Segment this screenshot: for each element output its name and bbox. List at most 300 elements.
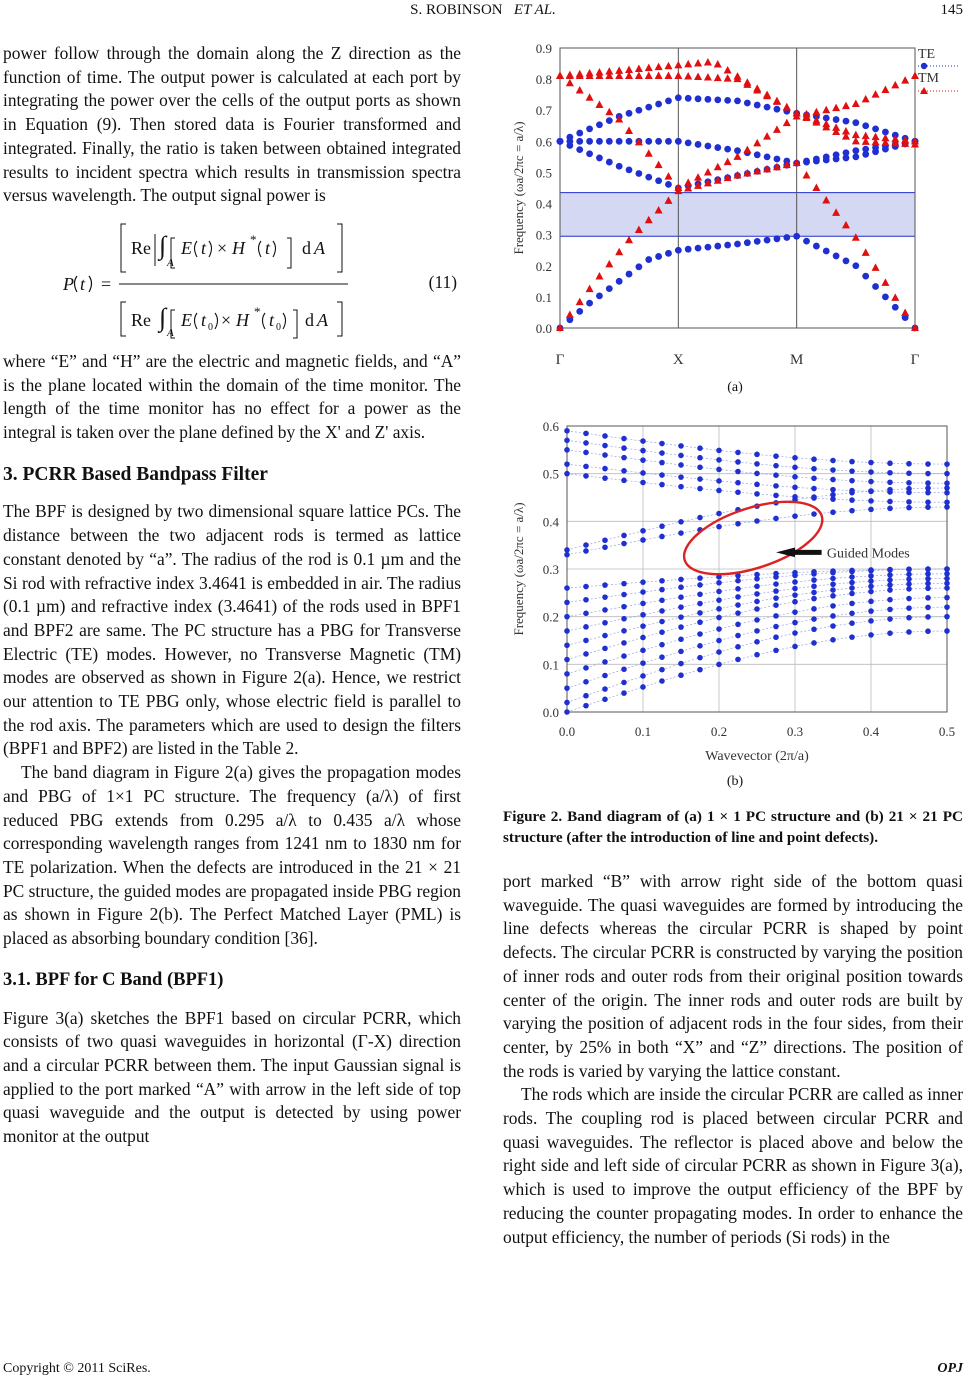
band-point — [716, 478, 722, 484]
band-point — [887, 506, 893, 512]
band-point — [564, 657, 570, 663]
band-point — [906, 505, 912, 511]
te-point — [586, 138, 593, 145]
svg-text:∫: ∫ — [159, 230, 167, 260]
band-point — [564, 552, 570, 558]
band-point — [944, 566, 950, 572]
band-point — [678, 649, 684, 655]
annotation-label: Guided Modes — [826, 546, 910, 562]
band-point — [735, 633, 741, 639]
band-point — [944, 485, 950, 491]
band-point — [678, 604, 684, 610]
svg-text:×: × — [217, 237, 228, 258]
paragraph: port marked “B” with arrow right side of the bottom quasi waveguide. The quasi waveguides are formed by introducing the line defects whereas the circular PCRR is shaped by point defects. The circular PCRR is constructed by varying the position of inner rods and outer rods from their original position towards center of the origin. The inner rods and outer rods are built by varying the position of adjacent rods in the four sides, from their center, by 25% in both “X” and “Z” directions. The position of the rods is varied by varying the lattice constant. — [503, 871, 963, 1081]
band-point — [944, 604, 950, 610]
te-point — [783, 234, 790, 241]
band-point — [659, 523, 665, 529]
band-point — [602, 607, 608, 613]
band-point — [849, 611, 855, 617]
band-point — [792, 586, 798, 592]
te-point — [606, 159, 613, 166]
band-point — [925, 461, 931, 467]
te-point — [566, 134, 573, 141]
y-tick-label: 0.9 — [535, 41, 552, 56]
band-point — [754, 639, 760, 645]
te-point — [813, 158, 820, 165]
band-point — [583, 450, 589, 456]
band-lower-bands — [564, 585, 950, 662]
tm-point — [734, 152, 742, 160]
te-point — [685, 95, 692, 102]
band-point — [621, 533, 627, 539]
band-point — [678, 577, 684, 583]
band-point — [868, 469, 874, 475]
band-point — [811, 583, 817, 589]
tm-point — [724, 66, 732, 74]
te-point — [665, 181, 672, 188]
tm-point — [645, 64, 653, 72]
te-point — [843, 155, 850, 162]
band-point — [678, 624, 684, 630]
paragraph: The rods which are inside the circular PCRR are called as inner rods. The coupling rod is placed between circular PCRR and quasi waveguides. The reflector is placed above and below the right side and left side of circular PCRR as shown in Figure 3(a), which is used to improve the output efficiency of the BPF by reducing the counter propagating modes. In order to enhance the output efficiency, the number of periods (Si rods) in the — [503, 1084, 963, 1247]
svg-text:t: t — [201, 237, 207, 258]
band-point — [640, 470, 646, 476]
band-point — [583, 638, 589, 644]
tm-point — [645, 72, 653, 80]
band-point — [659, 629, 665, 635]
band-point — [906, 576, 912, 582]
band-point — [621, 690, 627, 696]
band-point — [716, 589, 722, 595]
band-point — [697, 476, 703, 482]
te-point — [685, 246, 692, 253]
band-point — [754, 461, 760, 467]
tm-point — [566, 79, 574, 87]
y-tick-label: 0.0 — [542, 705, 559, 720]
band-point — [716, 606, 722, 612]
te-point — [833, 156, 840, 163]
band-point — [887, 630, 893, 636]
x-tick-label: M — [789, 352, 804, 368]
x-tick-label: 0.0 — [558, 724, 576, 739]
band-point — [678, 484, 684, 490]
te-point — [754, 151, 761, 158]
te-point — [892, 304, 899, 311]
band-point — [773, 453, 779, 459]
svg-text:A: A — [317, 309, 328, 330]
band-point — [583, 473, 589, 479]
band-point — [659, 472, 665, 478]
band-point — [640, 537, 646, 543]
tm-point — [901, 76, 909, 84]
band-point — [678, 614, 684, 620]
te-point — [734, 97, 741, 104]
band-point — [925, 571, 931, 577]
band-point — [944, 480, 950, 486]
band-point — [564, 547, 570, 553]
tm-point — [783, 119, 791, 127]
tm-point — [812, 108, 820, 116]
te-point — [586, 300, 593, 307]
band-point — [887, 479, 893, 485]
band-point — [602, 686, 608, 692]
plot-frame — [560, 48, 915, 328]
equation-graphic — [3, 216, 461, 342]
paragraph: The band diagram in Figure 2(a) gives the propagation modes and PBG of 1×1 PC structure. The frequency (a/λ) of first reduced PBG extends from 0.295 a/λ to 0.435 a/λ whose corresponding wavelength ranges from 1241 nm to 1830 nm for TE polarization. When the defects are introduced in the 21 × 21 PC structure, the guided modes are propagated inside PBG region as shown in Figure 2(b). The Perfect Matched Layer (PML) is placed as absorbing boundary condition [36]. — [3, 762, 461, 949]
tm-point — [763, 132, 771, 140]
band-point — [849, 601, 855, 607]
band-point — [887, 499, 893, 505]
tm-point — [586, 93, 594, 101]
tm-point — [625, 236, 633, 244]
svg-text:=: = — [101, 273, 112, 294]
te-point — [576, 130, 583, 137]
band-point — [659, 534, 665, 540]
te-point — [843, 257, 850, 264]
svg-text:×: × — [221, 309, 232, 330]
band-point — [564, 709, 570, 715]
band-point — [583, 440, 589, 446]
band-point — [640, 612, 646, 618]
band-point — [621, 640, 627, 646]
te-point — [852, 262, 859, 269]
band-point — [716, 448, 722, 454]
band-point — [849, 508, 855, 514]
band-point — [602, 544, 608, 550]
band-point — [583, 611, 589, 617]
te-point — [823, 157, 830, 164]
te-point — [852, 147, 859, 154]
te-point — [774, 106, 781, 113]
band-point — [754, 491, 760, 497]
band-point — [583, 679, 589, 685]
band-point — [792, 592, 798, 598]
y-tick-label: 0.4 — [535, 196, 552, 212]
band-point — [621, 541, 627, 547]
band-point — [849, 591, 855, 597]
band-point — [678, 474, 684, 480]
te-point — [764, 153, 771, 160]
svg-text:*: * — [250, 231, 257, 247]
page-header — [0, 0, 966, 24]
band-point — [735, 657, 741, 663]
band-point — [925, 480, 931, 486]
band-point — [716, 649, 722, 655]
band-point — [773, 581, 779, 587]
svg-text:0: 0 — [208, 321, 213, 333]
band-point — [621, 455, 627, 461]
band-point — [792, 579, 798, 585]
tm-point — [595, 101, 603, 109]
tm-point — [714, 60, 722, 68]
band-point — [602, 673, 608, 679]
band-point — [773, 472, 779, 478]
tm-point — [773, 97, 781, 105]
tm-point — [891, 81, 899, 89]
tm-point — [566, 72, 574, 80]
band-point — [887, 607, 893, 613]
paragraph: where “E” and “H” are the electric and magnetic fields, and “A” is the plane located within the domain of the time monitor. The length of the time monitor has no effect for a power as the integral is taken over the plane defined by the X' and Z' axis. — [3, 350, 461, 443]
tm-point — [566, 311, 574, 319]
band-point — [944, 581, 950, 587]
band-point — [792, 474, 798, 480]
band-point — [678, 443, 684, 449]
band-point — [754, 471, 760, 477]
band-point — [773, 602, 779, 608]
band-point — [716, 597, 722, 603]
band-point — [659, 460, 665, 466]
band-point — [830, 467, 836, 473]
band-point — [735, 586, 741, 592]
equation-11 — [3, 216, 461, 342]
tm-point — [704, 73, 712, 81]
band-point — [564, 628, 570, 634]
band-point — [868, 573, 874, 579]
band-point — [887, 572, 893, 578]
band-point — [830, 458, 836, 464]
band-point — [602, 452, 608, 458]
band-point — [906, 629, 912, 635]
te-point — [576, 138, 583, 145]
band-point — [716, 524, 722, 530]
band-point — [944, 628, 950, 634]
te-point — [675, 247, 682, 254]
x-tick-label: 0.2 — [710, 724, 728, 739]
band-point — [906, 571, 912, 577]
band-point — [773, 634, 779, 640]
y-tick-label: 0.2 — [542, 609, 559, 625]
band-point — [735, 480, 741, 486]
band-point — [678, 453, 684, 459]
band-point — [944, 490, 950, 496]
band-point — [621, 616, 627, 622]
tm-point — [615, 248, 623, 256]
guided-modes-highlight — [675, 487, 830, 589]
tm-point — [625, 126, 633, 133]
te-point — [576, 146, 583, 153]
band-point — [697, 464, 703, 470]
band-point — [849, 497, 855, 503]
te-point — [754, 238, 761, 245]
te-point — [764, 237, 771, 244]
band-point — [849, 468, 855, 474]
tm-point — [664, 72, 672, 80]
te-point — [724, 146, 731, 153]
svg-text:H: H — [236, 309, 249, 330]
band-point — [659, 450, 665, 456]
x-tick-label: 0.1 — [634, 724, 652, 739]
te-point — [576, 308, 583, 315]
band-point — [640, 438, 646, 444]
band-point — [621, 592, 627, 598]
band-point — [735, 610, 741, 616]
band-point — [906, 480, 912, 486]
band-point — [830, 587, 836, 593]
paragraph: power follow through the domain along the Z direction as the function of time. The output power is calculated at each port by integrating the power over the cells of the output ports as shown in Equation (9). Then stored data is Fourier transformed and integrated. Finally, the ratio is taken between obtained integrated results to incident spectra which results in transmission spectra versus wavelength. The output signal power is — [3, 43, 461, 206]
band-point — [830, 593, 836, 599]
band-point — [925, 585, 931, 591]
te-point — [833, 116, 840, 123]
band-point — [621, 653, 627, 659]
tm-point — [595, 272, 603, 280]
te-point — [744, 239, 751, 246]
band-point — [792, 464, 798, 470]
band-point — [868, 507, 874, 513]
band-point — [849, 490, 855, 496]
band-point — [830, 576, 836, 582]
te-point — [557, 138, 564, 145]
y-axis-label: Frequency (ωa/2πc = a/λ) — [511, 121, 526, 255]
svg-text:0: 0 — [276, 321, 281, 333]
y-tick-label: 0.6 — [542, 419, 559, 434]
te-point — [626, 271, 633, 278]
band-point — [716, 511, 722, 517]
band-point — [583, 597, 589, 603]
band-point — [640, 457, 646, 463]
tm-point — [852, 100, 860, 108]
te-point — [626, 138, 633, 145]
te-point — [596, 292, 603, 299]
te-point — [645, 256, 652, 263]
tm-point — [891, 293, 899, 301]
band-point — [621, 468, 627, 474]
band-point — [754, 617, 760, 623]
band-point — [792, 620, 798, 626]
band-point — [735, 602, 741, 608]
svg-text:t: t — [265, 237, 271, 258]
tm-point — [674, 61, 682, 68]
band-point — [640, 448, 646, 454]
band-point — [735, 489, 741, 495]
tm-point — [704, 58, 712, 66]
band-point — [640, 601, 646, 607]
band-point — [697, 575, 703, 581]
band-point — [906, 615, 912, 621]
y-axis-label: Frequency (ωa/2πc = a/λ) — [511, 502, 526, 636]
band-point — [830, 492, 836, 498]
band-point — [906, 586, 912, 592]
te-point — [616, 278, 623, 285]
band-point — [754, 591, 760, 597]
band-point — [944, 576, 950, 582]
band-point — [925, 595, 931, 601]
svg-text:*: * — [254, 303, 261, 319]
svg-text:d: d — [305, 309, 314, 330]
svg-text:H: H — [232, 237, 245, 258]
tm-point — [664, 172, 672, 180]
te-point — [586, 150, 593, 157]
band-point — [564, 685, 570, 691]
band-point — [716, 626, 722, 632]
band-point — [602, 443, 608, 449]
band-point — [735, 469, 741, 475]
tm-point — [773, 125, 781, 133]
band-point — [564, 428, 570, 434]
band-point — [621, 666, 627, 672]
band-point — [925, 605, 931, 611]
figure-caption: Figure 2. Band diagram of (a) 1 × 1 PC structure and (b) 21 × 21 PC structure (after the introduction of line and point defects). — [503, 808, 963, 846]
tm-point — [556, 72, 564, 80]
band-point — [678, 672, 684, 678]
te-point — [626, 110, 633, 117]
tm-point — [872, 90, 880, 98]
band-point — [811, 475, 817, 481]
band-point — [811, 456, 817, 462]
band-point — [830, 568, 836, 574]
tm-point — [684, 60, 692, 68]
y-tick-label: 0.6 — [535, 134, 552, 150]
band-point — [792, 513, 798, 519]
tm-point — [872, 263, 880, 271]
band-point — [621, 604, 627, 610]
tm-point — [724, 158, 732, 166]
band-point — [583, 703, 589, 709]
band-point — [773, 516, 779, 522]
te-point — [675, 94, 682, 101]
running-title — [0, 2, 966, 19]
te-point — [714, 144, 721, 151]
band-point — [944, 499, 950, 505]
svg-text:Re: Re — [131, 309, 151, 330]
band-point — [697, 486, 703, 492]
band-point — [716, 638, 722, 644]
band-point — [754, 518, 760, 524]
te-point — [635, 263, 642, 270]
section-heading: 3. PCRR Based Bandpass Filter — [3, 463, 268, 485]
te-point — [655, 177, 662, 184]
equation-number: (11) — [428, 271, 457, 292]
band-point — [811, 511, 817, 517]
band-point — [792, 570, 798, 576]
band-point — [602, 659, 608, 665]
te-point — [764, 104, 771, 111]
tm-point — [862, 95, 870, 103]
te-point — [586, 125, 593, 132]
figure-b-caption: (b) — [726, 774, 744, 789]
band-point — [602, 466, 608, 472]
band-point — [697, 643, 703, 649]
band-point — [868, 608, 874, 614]
band-point — [640, 528, 646, 534]
band-te — [557, 138, 919, 191]
te-point — [724, 97, 731, 104]
legend-label-te: TE — [918, 47, 936, 62]
figure-a-caption: (a) — [727, 380, 743, 395]
band-point — [849, 620, 855, 626]
te-point — [705, 96, 712, 103]
te-point — [675, 138, 682, 145]
te-point — [872, 125, 879, 132]
band-point — [849, 568, 855, 574]
band-point — [830, 613, 836, 619]
y-tick-label: 0.1 — [542, 657, 559, 673]
band-point — [925, 499, 931, 505]
svg-text:∫: ∫ — [159, 302, 167, 332]
te-point — [734, 241, 741, 248]
band-point — [925, 471, 931, 477]
right-column — [503, 870, 963, 1249]
te-point — [744, 100, 751, 107]
band-point — [602, 537, 608, 543]
band-point — [697, 631, 703, 637]
te-point — [882, 293, 889, 300]
band-point — [944, 614, 950, 620]
te-point — [596, 155, 603, 162]
tm-point — [812, 184, 820, 192]
x-axis-label: Wavevector (2π/a) — [705, 749, 809, 764]
band-point — [773, 624, 779, 630]
y-tick-label: 0.4 — [542, 514, 559, 530]
